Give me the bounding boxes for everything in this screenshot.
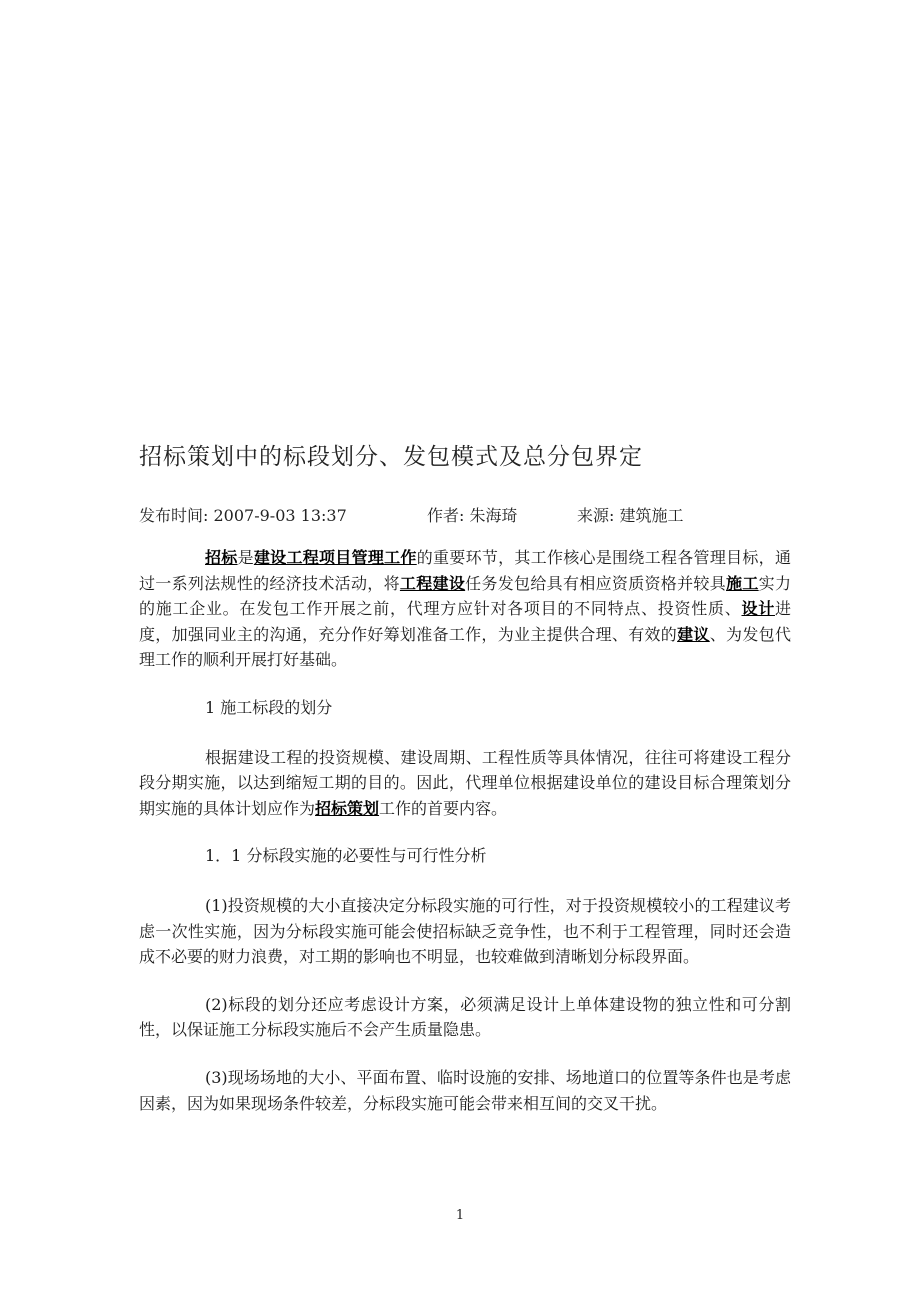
intro-text-4: 实力的施工企业。在发包工作开展之前，代理方应针对各项目的不同特点、投资性质、 — [139, 573, 791, 619]
section-1-paragraph — [139, 745, 791, 822]
item-paragraph-1: (1)投资规模的大小直接决定分标段实施的可行性，对于投资规模较小的工程建议考虑一次性实施，因为分标段实施可能会使招标缺乏竞争性，也不利于工程管理，同时还会造成不必要的财力浪费，对工期的影响也不明显，也较难做到清晰划分标段界面。 — [139, 895, 791, 967]
intro-text-6: 、为发包代理工作的顺利开展打好基础。 — [139, 624, 791, 670]
link-zhaobiao[interactable]: 招标 — [205, 548, 238, 567]
source: 来源: 建筑施工 — [577, 506, 684, 525]
link-engineering-construction[interactable]: 工程建设 — [399, 573, 466, 593]
author: 作者: 朱海琦 — [427, 506, 518, 525]
section-1-heading: 1 施工标段的划分 — [205, 697, 333, 717]
page-title: 招标策划中的标段划分、发包模式及总分包界定 — [139, 444, 643, 470]
section-1-text-2: 工作的首要内容。 — [379, 798, 508, 818]
section-1-1-heading: 1．1 分标段实施的必要性与可行性分析 — [205, 846, 487, 866]
intro-text-3: 任务发包给具有相应资质资格并较具 — [465, 573, 727, 593]
link-suggestion[interactable]: 建议 — [677, 624, 710, 644]
page-number: 1 — [455, 1208, 465, 1223]
item-paragraph-3: (3)现场场地的大小、平面布置、临时设施的安排、场地道口的位置等条件也是考虑因素，因为如果现场条件较差，分标段实施可能会带来相互间的交叉干扰。 — [139, 1067, 791, 1113]
section-1-text-1: 根据建设工程的投资规模、建设周期、工程性质等具体情况，往往可将建设工程分段分期实施，以达到缩短工期的目的。因此，代理单位根据建设单位的建设目标合理策划分期实施的具体计划应作为 — [139, 747, 791, 818]
intro-text-1: 是 — [237, 548, 254, 567]
item-paragraph-2: (2)标段的划分还应考虑设计方案，必须满足设计上单体建设物的独立性和可分割性，以保证施工分标段实施后不会产生质量隐患。 — [139, 994, 791, 1040]
link-bidding-planning[interactable]: 招标策划 — [315, 798, 380, 818]
link-design[interactable]: 设计 — [741, 599, 775, 619]
link-project-management[interactable]: 建设工程项目管理工作 — [253, 548, 417, 567]
publish-time: 发布时间: 2007-9-03 13:37 — [139, 506, 347, 525]
article-meta — [139, 503, 799, 526]
intro-paragraph — [139, 545, 791, 673]
intro-text-5: 进度，加强同业主的沟通，充分作好筹划准备工作，为业主提供合理、有效的 — [139, 599, 791, 644]
link-construction[interactable]: 施工 — [726, 573, 759, 593]
intro-text-2: 的重要环节，其工作核心是围绕工程各管理目标，通过一系列法规性的经济技术活动，将 — [139, 548, 791, 593]
article-body — [139, 545, 791, 1138]
